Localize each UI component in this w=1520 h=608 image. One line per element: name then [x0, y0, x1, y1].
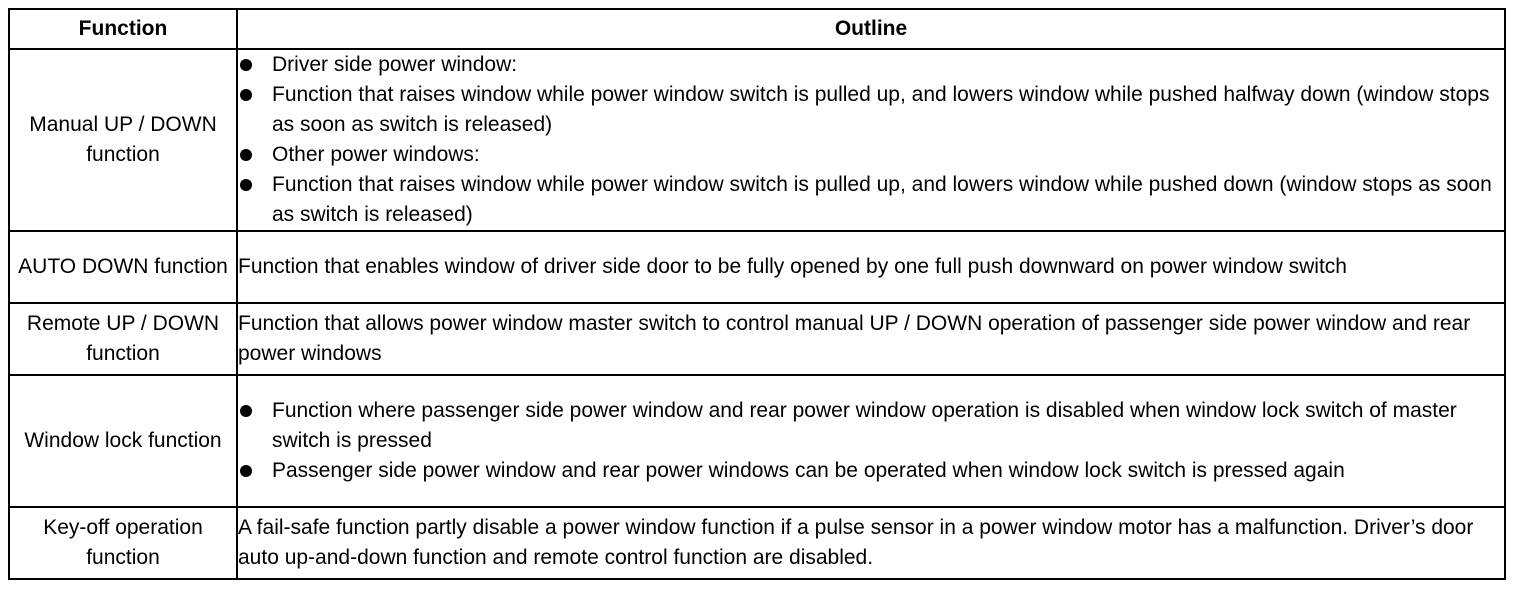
- table-row-manual-up-down: [9, 49, 1505, 231]
- outline-bullet-list: [238, 50, 1504, 230]
- outline-cell: Function that allows power window master switch to control manual UP / DOWN operation of passenger side power window and rear power windows: [237, 303, 1505, 375]
- function-cell: Window lock function: [9, 375, 237, 507]
- outline-bullet: Passenger side power window and rear power windows can be operated when window lock switch is pressed again: [238, 456, 1504, 486]
- outline-bullet: Function where passenger side power window and rear power window operation is disabled when window lock switch of master switch is pressed: [238, 396, 1504, 456]
- outline-cell: [237, 375, 1505, 507]
- outline-bullet: Function that raises window while power window switch is pulled up, and lowers window while pushed halfway down (window stops as soon as switch is released): [238, 80, 1504, 140]
- table-header-row: [9, 9, 1505, 49]
- header-function: Function: [9, 9, 237, 49]
- outline-bullet-list: [238, 396, 1504, 486]
- table-row-key-off-operation: [9, 507, 1505, 579]
- outline-cell: A fail-safe function partly disable a power window function if a pulse sensor in a power window motor has a malfunction. Driver’s door auto up-and-down function and remote control function are disabled.: [237, 507, 1505, 579]
- function-cell: Remote UP / DOWN function: [9, 303, 237, 375]
- function-cell: AUTO DOWN function: [9, 231, 237, 303]
- power-window-function-table: [8, 8, 1506, 580]
- outline-bullet: Function that raises window while power window switch is pulled up, and lowers window while pushed down (window stops as soon as switch is released): [238, 170, 1504, 230]
- outline-bullet: Driver side power window:: [238, 50, 1504, 80]
- table-row-remote-up-down: [9, 303, 1505, 375]
- outline-bullet: Other power windows:: [238, 140, 1504, 170]
- header-outline: Outline: [237, 9, 1505, 49]
- outline-cell: [237, 49, 1505, 231]
- table-row-window-lock: [9, 375, 1505, 507]
- function-cell: Manual UP / DOWN function: [9, 49, 237, 231]
- outline-cell: Function that enables window of driver side door to be fully opened by one full push downward on power window switch: [237, 231, 1505, 303]
- function-cell: Key-off operation function: [9, 507, 237, 579]
- table-row-auto-down: [9, 231, 1505, 303]
